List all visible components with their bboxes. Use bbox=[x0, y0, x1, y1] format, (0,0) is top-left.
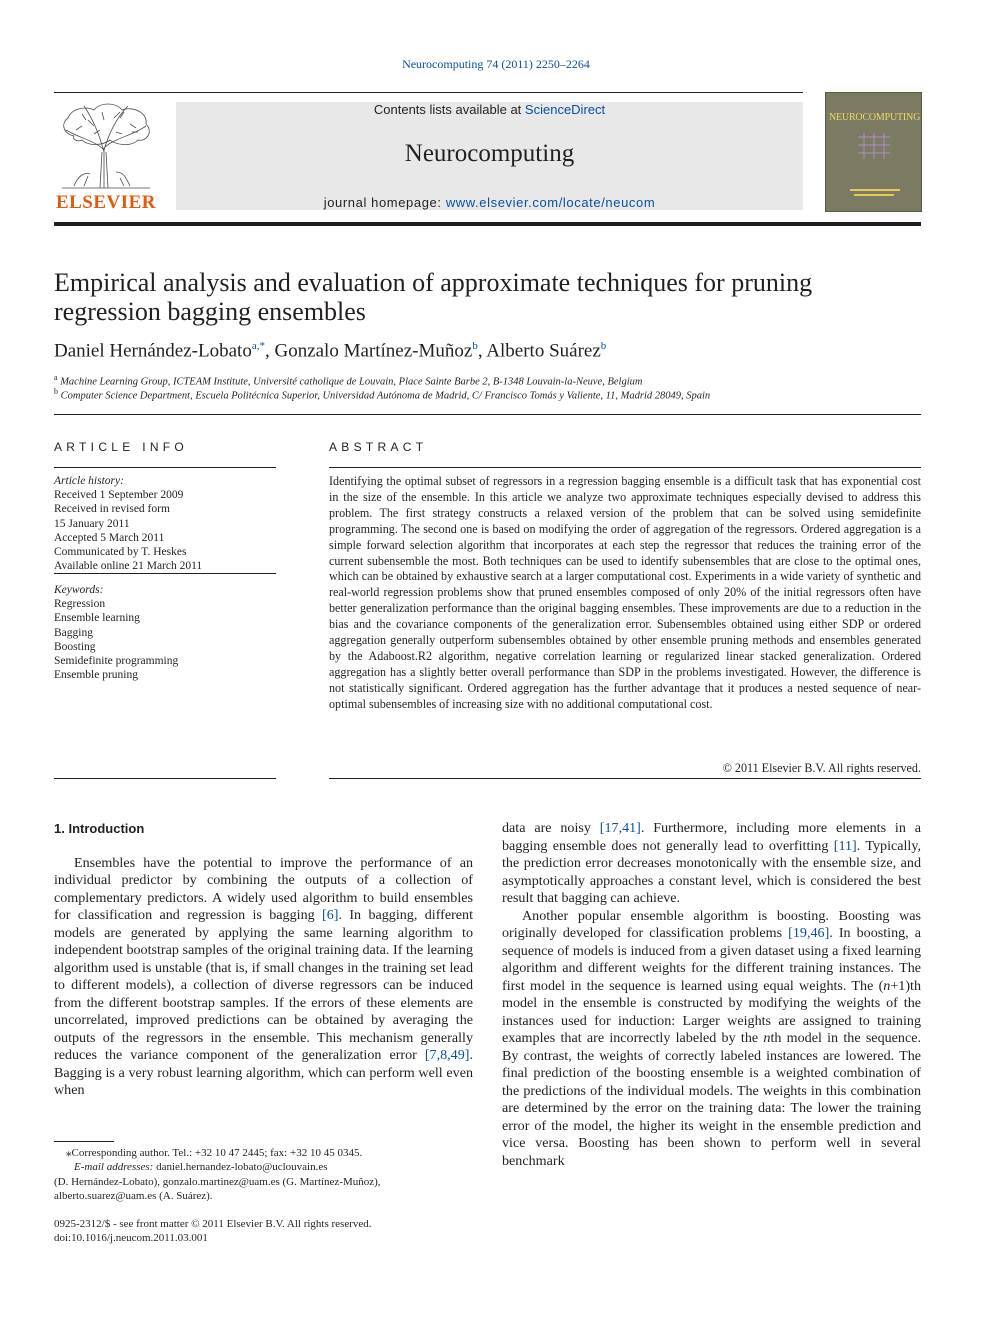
abstract-copyright: © 2011 Elsevier B.V. All rights reserved. bbox=[722, 761, 921, 775]
affiliation-mark: b bbox=[54, 387, 58, 396]
body-paragraph bbox=[502, 908, 921, 1171]
body-column-left bbox=[54, 820, 473, 1100]
author-affiliation-mark[interactable]: b bbox=[472, 340, 478, 352]
abstract-rule bbox=[329, 467, 921, 468]
text-run: Ensembles have the potential to improve the performance of an individual predictor by combining the outputs of a collection of complementary predictors. A widely used algorithm to build ensembles for classification and regression is bagging bbox=[54, 854, 473, 923]
section-heading: 1. Introduction bbox=[54, 821, 145, 836]
affiliation bbox=[54, 387, 924, 402]
corresponding-author-note bbox=[54, 1146, 473, 1160]
text-run: . Furthermore, including more elements in a bagging ensemble does not generally lead to overfitting bbox=[502, 820, 921, 854]
author-name[interactable]: Daniel Hernández-Lobato bbox=[54, 340, 252, 362]
citation-link[interactable]: [11] bbox=[833, 837, 857, 854]
keywords-rule bbox=[54, 573, 276, 574]
article-title: Empirical analysis and evaluation of approximate techniques for pruning regression bagging ensembles bbox=[54, 268, 813, 326]
citation-link[interactable]: [6] bbox=[322, 907, 339, 923]
keywords bbox=[54, 583, 276, 682]
affiliation-text: Machine Learning Group, ICTEAM Institute, Université catholique de Louvain, Place Sainte Barbe 2, B-1348 Louvain-la-Neuve, Belgium bbox=[60, 376, 643, 388]
history-item: 15 January 2011 bbox=[54, 517, 130, 530]
citation-link[interactable]: [19,46] bbox=[788, 925, 830, 941]
header-rule bbox=[54, 222, 921, 226]
text-run: +1)th model in the ensemble is constructed by modifying the weights of the instances used for induction: Larger weights are assigned to training examples that are incorrectly labeled by the bbox=[502, 977, 921, 1046]
keyword: Regression bbox=[54, 598, 106, 611]
article-info-heading: ARTICLE INFO bbox=[54, 440, 189, 454]
cover-decor-line bbox=[850, 189, 900, 191]
abstract-heading: ABSTRACT bbox=[329, 440, 428, 454]
abstract-bottom-rule bbox=[329, 778, 921, 779]
text-run: Another popular ensemble algorithm is boosting. Boosting was originally developed for classification problems bbox=[502, 907, 921, 941]
citation-link[interactable]: [17,41] bbox=[599, 820, 641, 836]
keyword: Ensemble learning bbox=[54, 612, 140, 625]
keyword: Ensemble pruning bbox=[54, 669, 138, 682]
journal-name: Neurocomputing bbox=[404, 140, 575, 167]
history-item: Accepted 5 March 2011 bbox=[54, 531, 165, 544]
contents-line bbox=[176, 102, 803, 117]
text-run: . In boosting, a sequence of models is induced from a given dataset using a fixed learning algorithm and different weights for the different training instances. The first model in the sequence is learned using equal weights. The ( bbox=[502, 925, 921, 994]
homepage-link[interactable]: www.elsevier.com/locate/neucom bbox=[445, 195, 656, 210]
history-item: Communicated by T. Heskes bbox=[54, 546, 187, 559]
author-name[interactable]: Alberto Suárez bbox=[486, 340, 601, 362]
email-line bbox=[54, 1160, 473, 1174]
keyword: Boosting bbox=[54, 640, 96, 653]
text-run: . Bagging is a very robust learning algorithm, which can perform well even when bbox=[54, 1047, 473, 1098]
journal-homepage bbox=[176, 195, 803, 210]
footnote-rule bbox=[54, 1141, 114, 1142]
header-top-rule bbox=[54, 92, 803, 93]
tree-icon bbox=[54, 100, 158, 190]
article-history bbox=[54, 474, 276, 573]
body-paragraph bbox=[54, 855, 473, 1100]
article-info-rule bbox=[54, 467, 276, 468]
keyword: Bagging bbox=[54, 626, 93, 639]
author-separator: , bbox=[477, 340, 487, 362]
journal-citation[interactable]: Neurocomputing 74 (2011) 2250–2264 bbox=[402, 57, 590, 71]
contents-prefix: Contents lists available at bbox=[373, 102, 522, 117]
author-affiliation-mark[interactable]: b bbox=[600, 340, 607, 352]
article-info-bottom-rule bbox=[54, 778, 276, 779]
author-list bbox=[54, 340, 924, 362]
issn-line: 0925-2312/$ - see front matter © 2011 Elsevier B.V. All rights reserved. bbox=[54, 1218, 372, 1230]
elsevier-logo bbox=[54, 100, 158, 212]
front-matter bbox=[54, 1217, 473, 1246]
title-rule bbox=[54, 414, 921, 415]
text-run: th model in the sequence. By contrast, the weights of correctly labeled instances are lowered. The final prediction of the boosting ensemble is a weighted combination of the predictions of the individual models. The weights in this combination are determined by the error on the training data: The lower the training error of the model, the higher its weight in the ensemble prediction and vice versa. Boosting has been shown to perform well in several benchmark bbox=[502, 1030, 921, 1169]
author-separator: , bbox=[264, 340, 275, 362]
body-paragraph bbox=[502, 820, 921, 908]
cover-graphic-icon bbox=[856, 133, 892, 161]
affiliation-text: Computer Science Department, Escuela Politécnica Superior, Universidad Autónoma de Madrid, C/ Francisco Tomás y Valiente, 11, Madrid 28049, Spain bbox=[60, 390, 711, 402]
footnotes bbox=[54, 1146, 473, 1203]
elsevier-wordmark: ELSEVIER bbox=[55, 192, 157, 213]
math-variable: n bbox=[883, 977, 891, 994]
author-name[interactable]: Gonzalo Martínez-Muñoz bbox=[274, 340, 473, 362]
text-run: data are noisy bbox=[502, 820, 600, 836]
affiliation-mark: a bbox=[54, 373, 58, 382]
abstract-text: Identifying the optimal subset of regressors in a regression bagging ensemble is a difficult task that has exponential cost in the size of the ensemble. In this article we analyze two approximate techniques especially devised to address this problem. The first strategy constructs a relaxed version of the problem that can be solved using semidefinite programming. The second one is based on modifying the order of aggregation of the regressors. Ordered aggregation is a simple forward selection algorithm that incorporates at each step the regressor that reduces the training error of the current subensemble the most. Both techniques can be used to identify subensembles that are close to the optimal ones, which can be obtained by exhaustive search at a larger computational cost. Experiments in a wide variety of synthetic and real-world regression problems show that pruned ensembles composed of only 20% of the initial regressors often have better generalization performance than the original bagging ensembles. These improvements are due to a reduction in the bias and the covariance components of the generalization error. Subensembles obtained using either SDP or ordered aggregation generally outperform subensembles obtained by other ensemble pruning methods and ensembles generated by the Adaboost.R2 algorithm, negative correlation learning or regularized linear stacked generalization. Ordered aggregation has a slightly better overall performance than SDP in the problems investigated. However, the difference is not statistically significant. Ordered aggregation has the further advantage that it produces a nested sequence of near-optimal subensembles of increasing size with no additional computational cost. bbox=[329, 474, 921, 711]
history-item: Received in revised form bbox=[54, 503, 170, 516]
history-item: Received 1 September 2009 bbox=[54, 489, 184, 502]
affiliation bbox=[54, 373, 924, 388]
math-variable: n bbox=[763, 1030, 771, 1046]
cover-title: NEUROCOMPUTING bbox=[829, 112, 921, 123]
text-run: . Typically, the prediction error decreases monotonically with the ensemble size, and asymptotically approaches a constant level, which is considered the best result that bagging can achieve. bbox=[502, 837, 921, 906]
citation-link[interactable]: [7,8,49] bbox=[424, 1047, 470, 1063]
cover-decor-line bbox=[854, 194, 894, 196]
corresponding-text: Corresponding author. Tel.: +32 10 47 2445; fax: +32 10 45 0345. bbox=[71, 1147, 363, 1159]
email-line: (D. Hernández-Lobato), gonzalo.martinez@uam.es (G. Martínez-Muñoz), bbox=[54, 1175, 381, 1188]
text-run: . In bagging, different models are generated by applying the same learning algorithm to independent bootstrap samples of the original training data. If the learning algorithm used is unstable (that is, if small changes in the training set lead to different models), a collection of diverse regressors can be induced from the different bootstrap samples. If the errors of these elements are uncorrelated, improved predictions can be obtained by averaging the outputs of the regressors in the ensemble. This mechanism generally reduces the variance component of the generalization error bbox=[54, 907, 473, 1063]
sciencedirect-link[interactable]: ScienceDirect bbox=[524, 102, 606, 117]
history-label: Article history: bbox=[54, 475, 124, 487]
keyword: Semidefinite programming bbox=[54, 655, 179, 668]
homepage-label: journal homepage: bbox=[323, 195, 442, 210]
email-address[interactable]: daniel.hernandez-lobato@uclouvain.es bbox=[156, 1161, 328, 1174]
body-column-right bbox=[502, 820, 921, 1170]
keywords-label: Keywords: bbox=[54, 584, 104, 596]
author-affiliation-mark[interactable]: a,* bbox=[251, 340, 265, 352]
history-item: Available online 21 March 2011 bbox=[54, 560, 203, 573]
email-line: alberto.suarez@uam.es (A. Suárez). bbox=[54, 1189, 213, 1202]
doi-line[interactable]: doi:10.1016/j.neucom.2011.03.001 bbox=[54, 1232, 208, 1245]
journal-cover-thumbnail[interactable] bbox=[825, 92, 922, 212]
email-label: E-mail addresses: bbox=[74, 1161, 154, 1174]
footnote-star: ⁎ bbox=[66, 1147, 72, 1159]
